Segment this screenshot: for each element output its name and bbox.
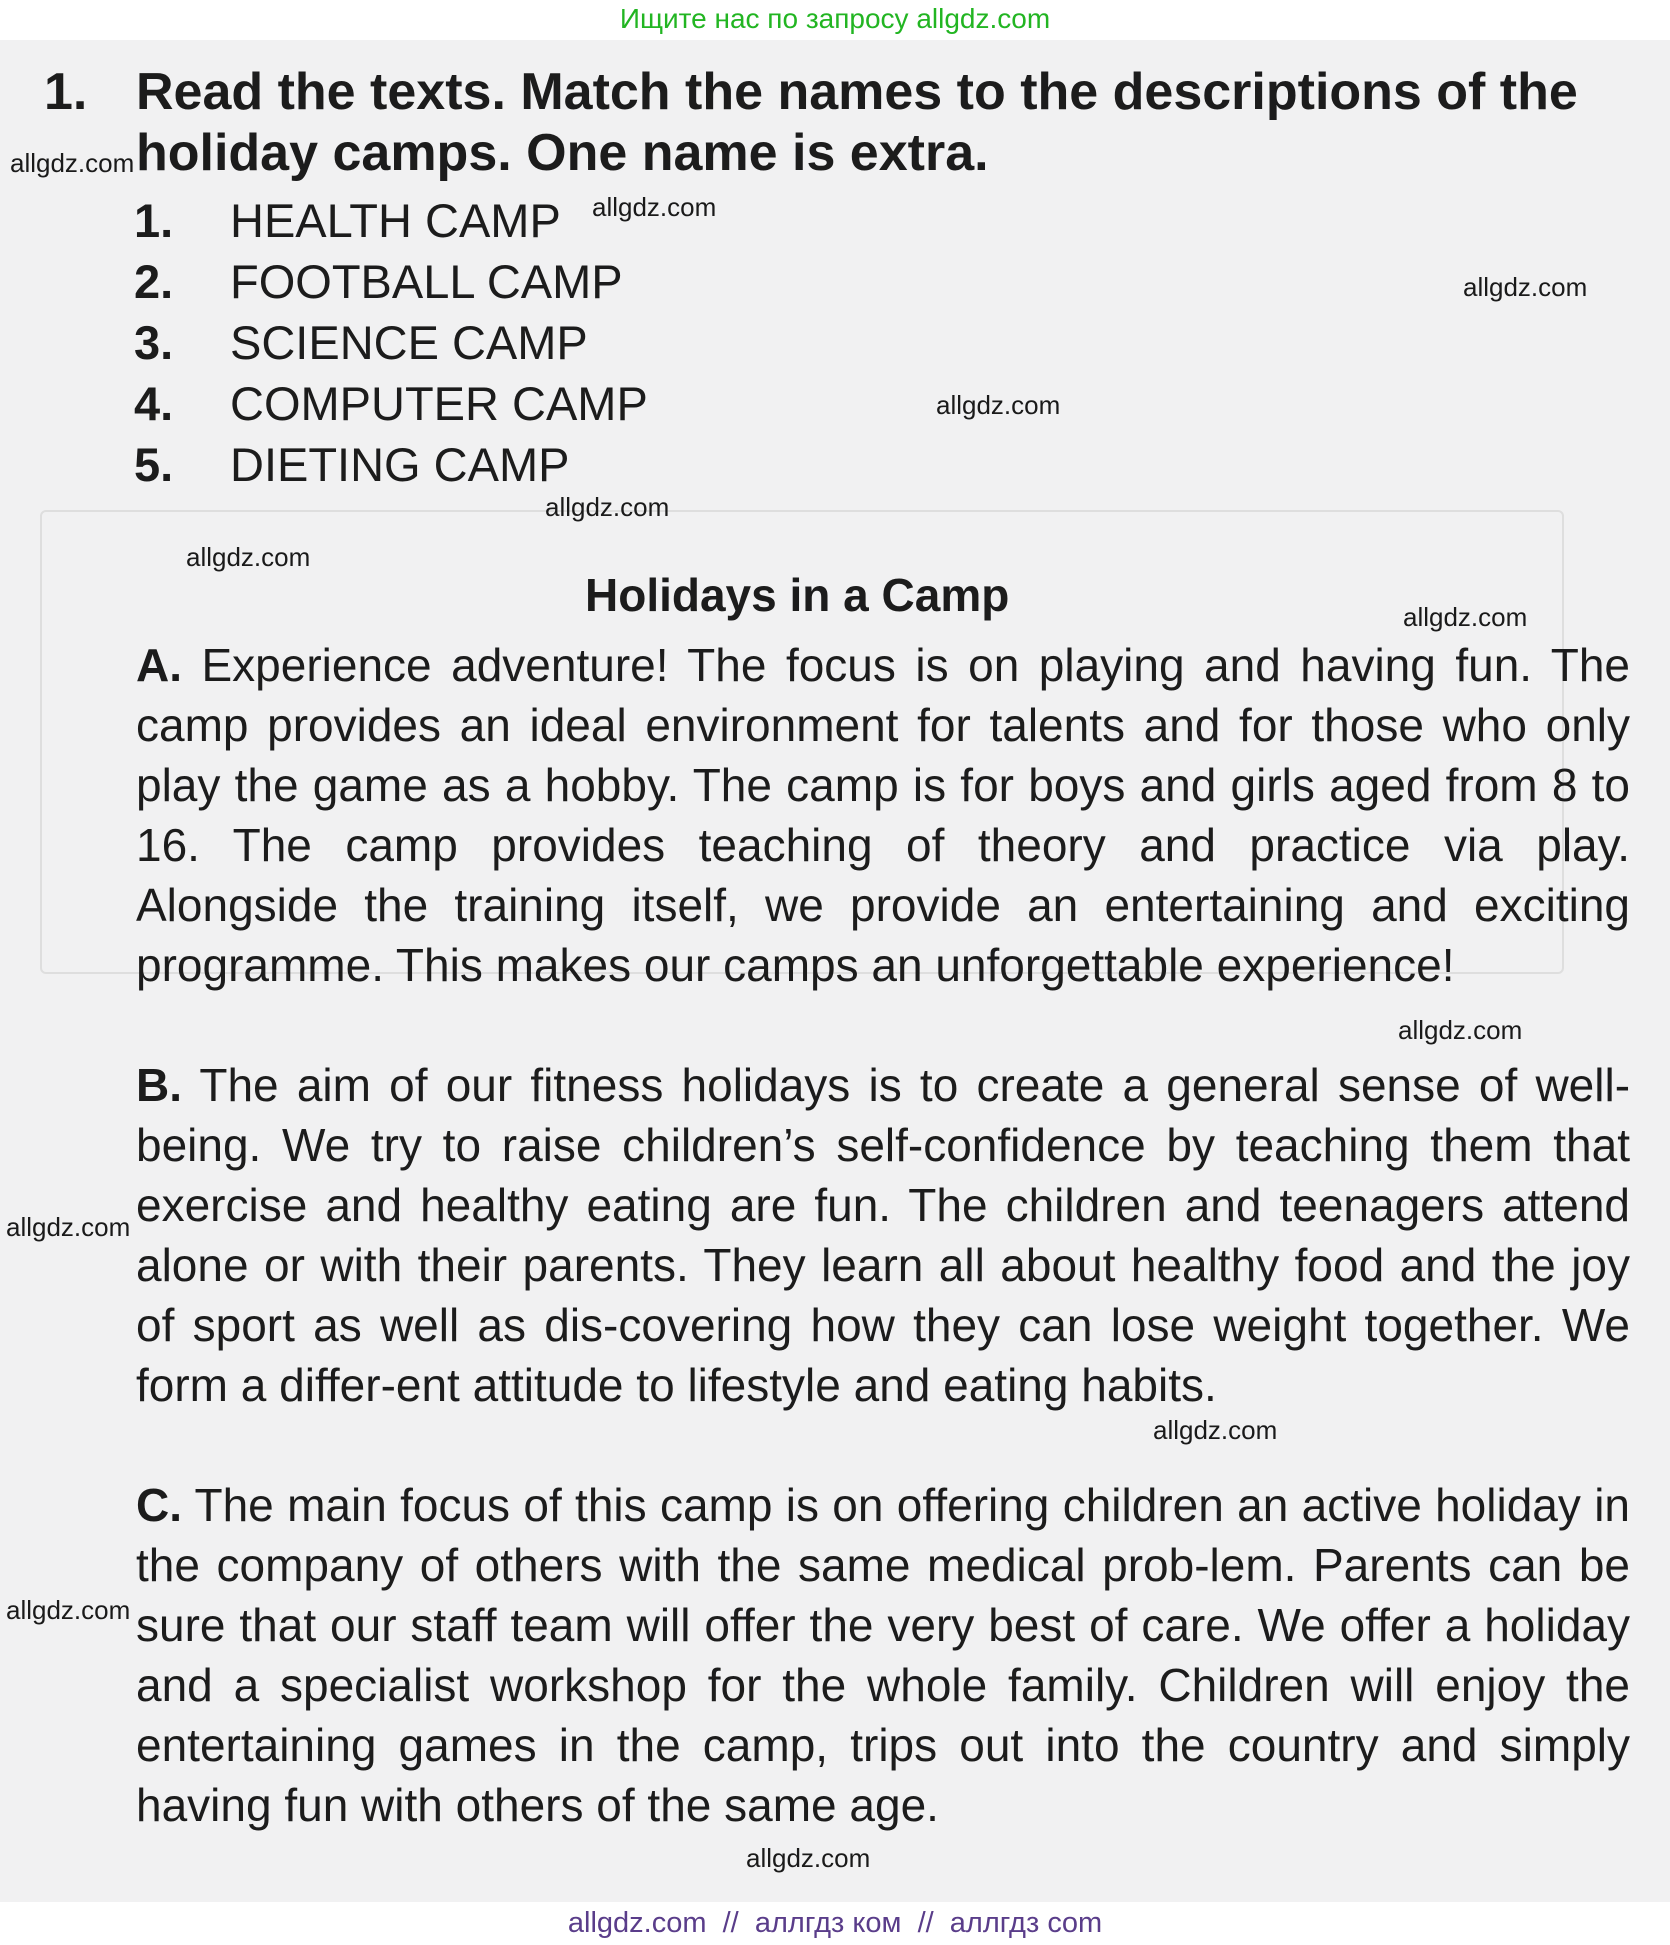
watermark: allgdz.com bbox=[746, 1843, 871, 1873]
task-text: Read the texts. Match the names to the descriptions of the holiday camps. One name is extra. bbox=[136, 63, 1578, 182]
paragraph-label: A. bbox=[136, 639, 182, 691]
paragraph-label: C. bbox=[136, 1479, 182, 1531]
watermark: allgdz.com bbox=[545, 492, 670, 522]
paragraph-text: The main focus of this camp is on offering children an active holiday in the company of others with the same medical prob-lem. Parents can be sure that our staff team will offer the very best of care. We offer a holiday and a specialist workshop for the whole family. Children will enjoy the entertaining games in the camp, trips out into the country and simply having fun with others of the same age. bbox=[136, 1479, 1630, 1831]
section-title: Holidays in a Camp bbox=[585, 569, 1010, 621]
bottom-banner-link-3[interactable]: аллгдз com bbox=[949, 1907, 1103, 1939]
paragraph-label: B. bbox=[136, 1059, 182, 1111]
list-item bbox=[134, 373, 648, 434]
watermark: allgdz.com bbox=[186, 542, 311, 572]
camp-name: COMPUTER CAMP bbox=[230, 377, 648, 430]
list-item bbox=[134, 190, 648, 251]
top-banner: Ищите нас по запросу allgdz.com bbox=[0, 0, 1670, 40]
paragraph-text: The aim of our fitness holidays is to create a general sense of well-being. We try to raise children’s self-confidence by teaching them that exercise and healthy eating are fun. The children and teenagers attend alone or with their parents. They learn all about healthy food and the joy of sport as well as dis-covering how they can lose weight together. We form a differ-ent attitude to lifestyle and eating habits. bbox=[136, 1059, 1631, 1411]
camp-number: 4. bbox=[134, 377, 174, 430]
camp-number: 3. bbox=[134, 316, 174, 369]
watermark: allgdz.com bbox=[936, 390, 1061, 420]
watermark: allgdz.com bbox=[1403, 602, 1528, 632]
watermark: allgdz.com bbox=[6, 1212, 131, 1242]
watermark: allgdz.com bbox=[1398, 1015, 1523, 1045]
list-item bbox=[134, 434, 648, 495]
watermark: allgdz.com bbox=[1153, 1415, 1278, 1445]
paragraph-c bbox=[136, 1475, 1630, 1835]
task-number: 1. bbox=[44, 63, 88, 121]
page-content bbox=[0, 40, 1670, 1902]
paragraph-text: Experience adventure! The focus is on playing and having fun. The camp provides an ideal environment for talents and for those who only play the game as a hobby. The camp is for boys and girls aged from 8 to 16. The camp provides teaching of theory and practice via play. Alongside the training itself, we provide an entertaining and exciting programme. This makes our camps an unforgettable experience! bbox=[136, 639, 1630, 991]
camp-number: 1. bbox=[134, 194, 174, 247]
watermark: allgdz.com bbox=[6, 1595, 131, 1625]
camp-name: SCIENCE CAMP bbox=[230, 316, 588, 369]
bottom-banner bbox=[0, 1902, 1670, 1945]
camp-number: 5. bbox=[134, 438, 174, 491]
list-item bbox=[134, 251, 648, 312]
camp-name: DIETING CAMP bbox=[230, 438, 570, 491]
watermark: allgdz.com bbox=[10, 148, 135, 178]
paragraph-b bbox=[136, 1055, 1630, 1415]
watermark: allgdz.com bbox=[592, 192, 717, 222]
textbook-page bbox=[0, 40, 1670, 1902]
camp-names-list bbox=[134, 190, 648, 495]
watermark: allgdz.com bbox=[1463, 272, 1588, 302]
camp-name: HEALTH CAMP bbox=[230, 194, 561, 247]
camp-number: 2. bbox=[134, 255, 174, 308]
bottom-banner-link-2[interactable]: аллгдз ком bbox=[754, 1907, 902, 1939]
separator: // bbox=[706, 1907, 755, 1939]
list-item bbox=[134, 312, 648, 373]
paragraph-a bbox=[136, 635, 1630, 995]
camp-name: FOOTBALL CAMP bbox=[230, 255, 623, 308]
separator: // bbox=[901, 1907, 950, 1939]
bottom-banner-link-1[interactable]: allgdz.com bbox=[567, 1907, 707, 1939]
